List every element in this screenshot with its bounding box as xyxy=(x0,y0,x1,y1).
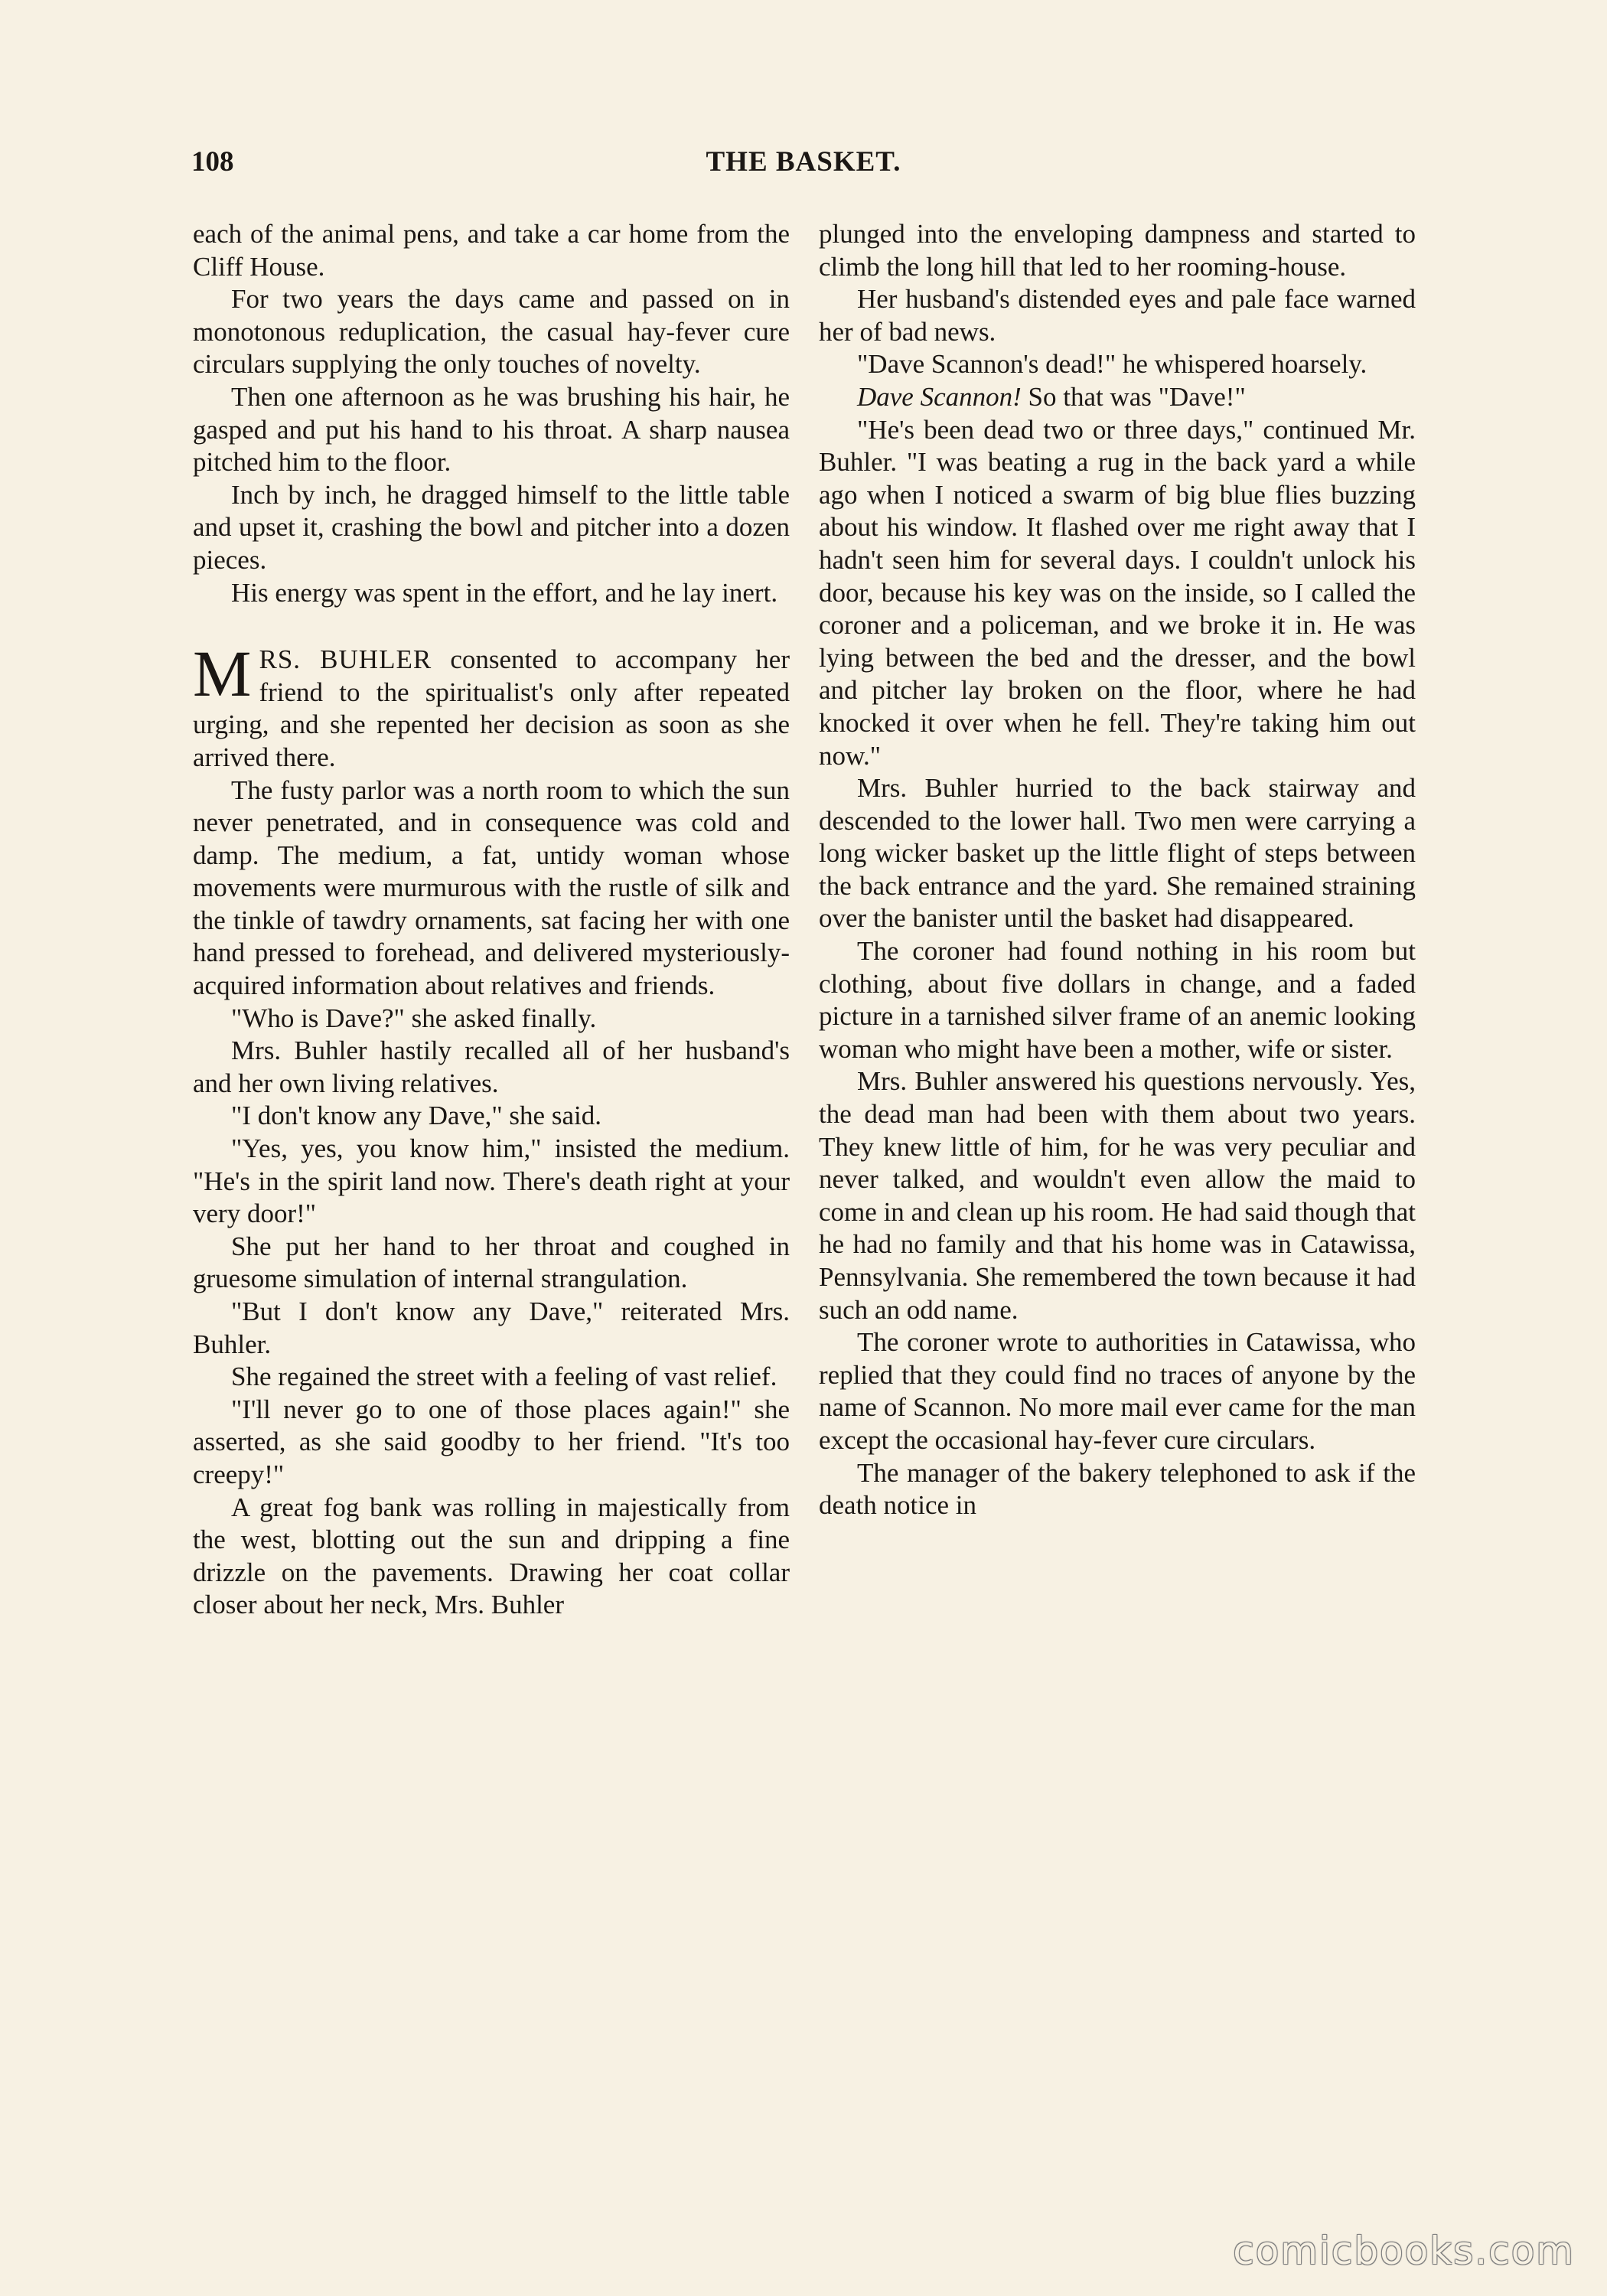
paragraph: "But I don't know any Dave," reiterated Mrs. Buhler. xyxy=(193,1296,790,1359)
paragraph: The coroner wrote to authorities in Catawissa, who replied that they could find no traces of anyone by the name of Scannon. No more mail ever came for the man except the occasional hay-fever cure circulars. xyxy=(819,1327,1416,1455)
lead-in-smallcaps: RS. BUHLER xyxy=(259,644,432,675)
paragraph: "I'll never go to one of those places again!" she asserted, as she said goodby to her friend. "It's too creepy!" xyxy=(193,1394,790,1489)
section-opening-paragraph xyxy=(193,637,790,774)
italic-name: Dave Scannon! xyxy=(857,381,1022,412)
paragraph: His energy was spent in the effort, and he lay inert. xyxy=(231,577,778,608)
paragraph: "I don't know any Dave," she said. xyxy=(231,1101,601,1131)
paragraph-text: So that was "Dave!" xyxy=(1021,381,1246,412)
paragraph: "Yes, yes, you know him," insisted the medium. "He's in the spirit land now. There's death right at your very door!" xyxy=(193,1133,790,1229)
running-title: THE BASKET. xyxy=(706,146,901,178)
paragraph: Mrs. Buhler hastily recalled all of her husband's and her own living relatives. xyxy=(193,1035,790,1098)
paragraph xyxy=(819,381,1416,414)
page-number: 108 xyxy=(191,146,234,178)
paragraph: Inch by inch, he dragged himself to the little table and upset it, crashing the bowl and pitcher into a dozen pieces. xyxy=(193,479,790,575)
paragraph: She regained the street with a feeling of vast relief. xyxy=(231,1362,777,1392)
drop-cap: M xyxy=(193,637,252,711)
paragraph: "Who is Dave?" she asked finally. xyxy=(231,1003,597,1033)
paragraph: "He's been dead two or three days," continued Mr. Buhler. "I was beating a rug in the back yard a while ago when I noticed a swarm of big blue flies buzzing about his window. It flashed over me right away that I hadn't seen him for several days. I couldn't unlock his door, because his key was on the inside, so I called the coroner and a policeman, and we broke it in. He was lying between the bed and the dresser, and the bowl and pitcher lay broken on the floor, where he had knocked it over when he fell. They're taking him out now." xyxy=(819,414,1416,771)
paragraph: For two years the days came and passed on in monotonous reduplication, the casual hay-fever cure circulars supplying the only touches of novelty. xyxy=(193,284,790,380)
paragraph: The fusty parlor was a north room to which the sun never penetrated, and in consequence was cold and damp. The medium, a fat, untidy woman whose movements were murmurous with the rustle of silk and the tinkle of tawdry ornaments, sat facing her with one hand pressed to forehead, and delivered mysteriously-acquired information about relatives and friends. xyxy=(193,775,790,1001)
paragraph: A great fog bank was rolling in majestically from the west, blotting out the sun and dripping a fine drizzle on the pavements. Drawing her coat collar closer about her neck, Mrs. Buhler xyxy=(193,1492,790,1620)
paragraph: She put her hand to her throat and coughed in gruesome simulation of internal strangulation. xyxy=(193,1231,790,1294)
left-column xyxy=(193,218,790,1622)
paragraph-text: consented to accompany her friend to the spiritualist's only after repeated urging, and she repented her decision as soon as she arrived there. xyxy=(193,644,790,772)
paragraph: Mrs. Buhler hurried to the back stairway and descended to the lower hall. Two men were carrying a long wicker basket up the little flight of steps between the back entrance and the yard. She remained straining over the banister until the basket had disappeared. xyxy=(819,773,1416,934)
right-column xyxy=(819,218,1416,1522)
paragraph: The manager of the bakery telephoned to ask if the death notice in xyxy=(819,1457,1416,1521)
paragraph: Then one afternoon as he was brushing his hair, he gasped and put his hand to his throat. A sharp nausea pitched him to the floor. xyxy=(193,381,790,478)
paragraph: The coroner had found nothing in his room but clothing, about five dollars in change, and a faded picture in a tarnished silver frame of an anemic looking woman who might have been a mother, wife or sister. xyxy=(819,936,1416,1064)
paragraph: plunged into the enveloping dampness and started to climb the long hill that led to her rooming-house. xyxy=(819,219,1416,282)
paragraph: "Dave Scannon's dead!" he whispered hoarsely. xyxy=(857,349,1367,380)
paragraph: each of the animal pens, and take a car home from the Cliff House. xyxy=(193,219,790,282)
paragraph: Her husband's distended eyes and pale face warned her of bad news. xyxy=(819,284,1416,347)
paragraph: Mrs. Buhler answered his questions nervously. Yes, the dead man had been with them about two years. They knew little of him, for he was very peculiar and never talked, and wouldn't even allow the maid to come in and clean up his room. He had said though that he had no family and that his home was in Catawissa, Pennsylvania. She remembered the town because it had such an odd name. xyxy=(819,1066,1416,1325)
watermark-logo: comicbooks.com xyxy=(1233,2229,1575,2273)
page-header xyxy=(191,145,1416,191)
